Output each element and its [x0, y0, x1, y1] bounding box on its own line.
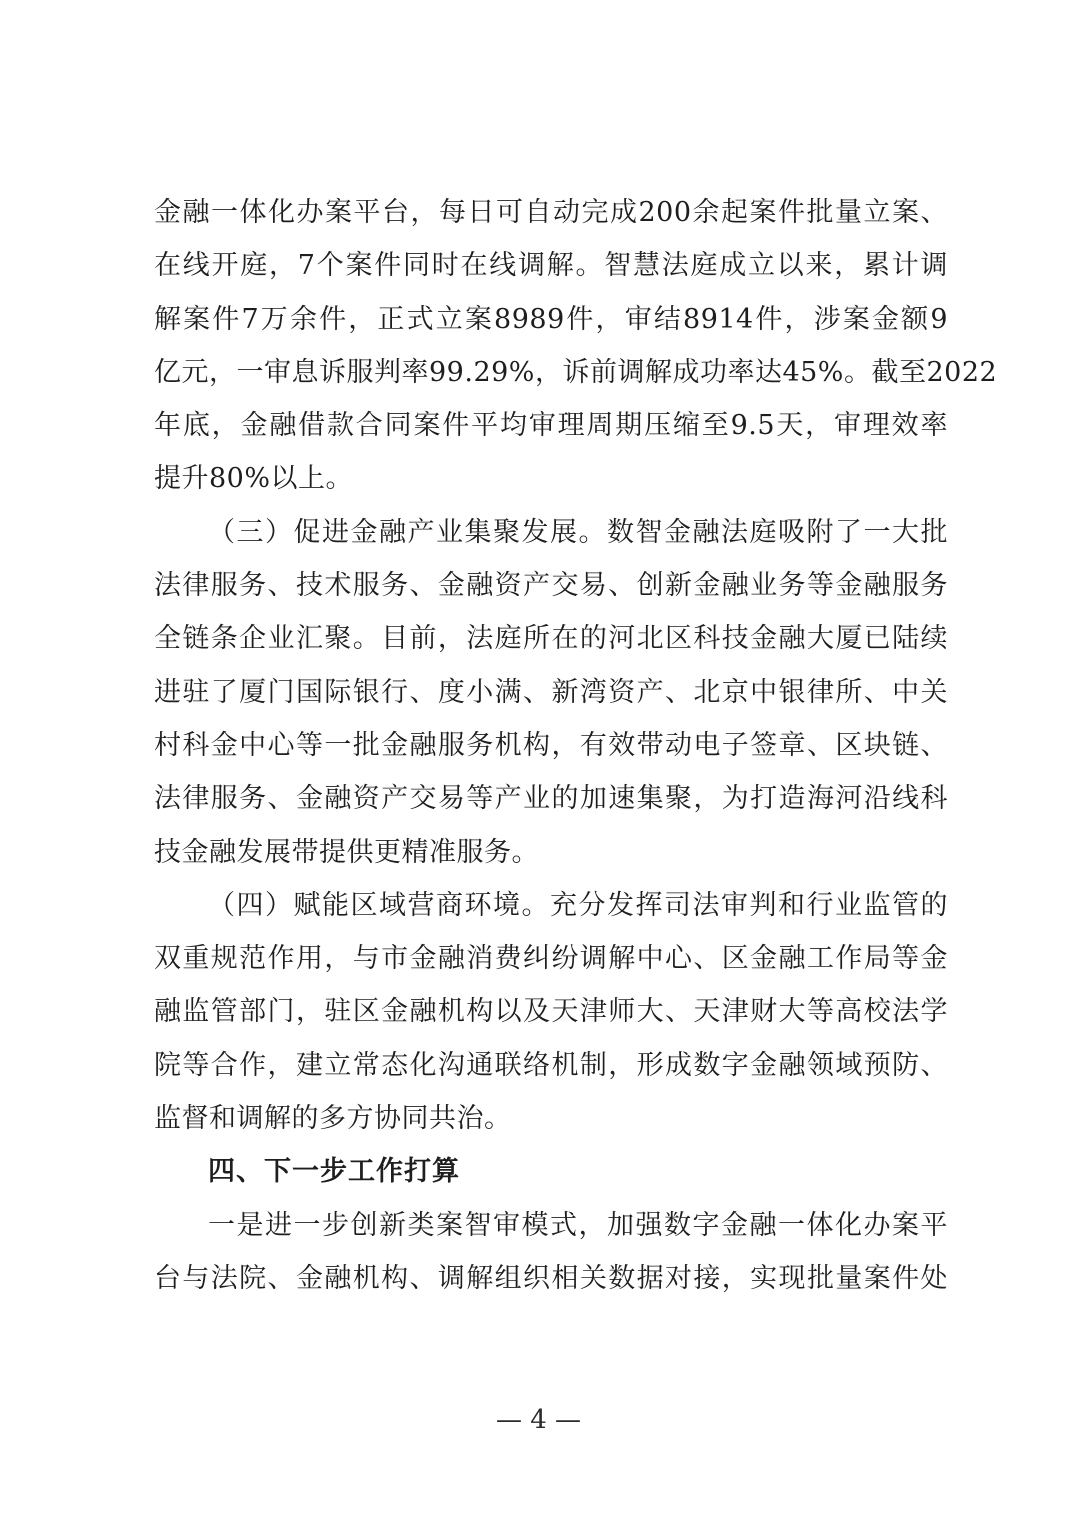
text-line: 进驻了厦门国际银行、度小满、新湾资产、北京中银律所、中关	[154, 676, 948, 708]
next-steps-first-line: 一是进一步创新类案智审模式，加强数字金融一体化办案平	[208, 1209, 948, 1241]
text-line: 解案件7万余件，正式立案8989件，审结8914件，涉案金额9	[154, 303, 949, 335]
page-number: — 4 —	[495, 1405, 582, 1435]
text-line: 法律服务、技术服务、金融资产交易、创新金融业务等金融服务	[154, 570, 948, 602]
body-text	[154, 186, 998, 1305]
text-line: 金融一体化办案平台，每日可自动完成200余起案件批量立案、	[154, 197, 948, 228]
text-line: 融监管部门，驻区金融机构以及天津师大、天津财大等高校法学	[154, 996, 948, 1028]
section-four-first-line: （四）赋能区域营商环境。充分发挥司法审判和行业监管的	[208, 889, 948, 921]
text-line: 提升80%以上。	[154, 463, 354, 495]
text-line: 年底，金融借款合同案件平均审理周期压缩至9.5天，审理效率	[154, 410, 948, 442]
text-line: 双重规范作用，与市金融消费纠纷调解中心、区金融工作局等金	[154, 943, 948, 975]
text-line: 亿元，一审息诉服判率99.29%，诉前调解成功率达45%。截至2022	[154, 356, 998, 388]
text-line: 台与法院、金融机构、调解组织相关数据对接，实现批量案件处	[154, 1262, 948, 1294]
text-line: 技金融发展带提供更精准服务。	[154, 836, 539, 868]
text-line: 在线开庭，7个案件同时在线调解。智慧法庭成立以来，累计调	[154, 250, 948, 282]
text-line: 监督和调解的多方协同共治。	[154, 1103, 512, 1135]
text-line: 法律服务、金融资产交易等产业的加速集聚，为打造海河沿线科	[154, 783, 948, 815]
section-three-first-line: （三）促进金融产业集聚发展。数智金融法庭吸附了一大批	[208, 516, 948, 548]
text-line: 村科金中心等一批金融服务机构，有效带动电子签章、区块链、	[154, 729, 948, 761]
text-line: 全链条企业汇聚。目前，法庭所在的河北区科技金融大厦已陆续	[154, 623, 948, 655]
section-heading: 四、下一步工作打算	[208, 1156, 460, 1188]
text-line: 院等合作，建立常态化沟通联络机制，形成数字金融领域预防、	[154, 1049, 948, 1081]
